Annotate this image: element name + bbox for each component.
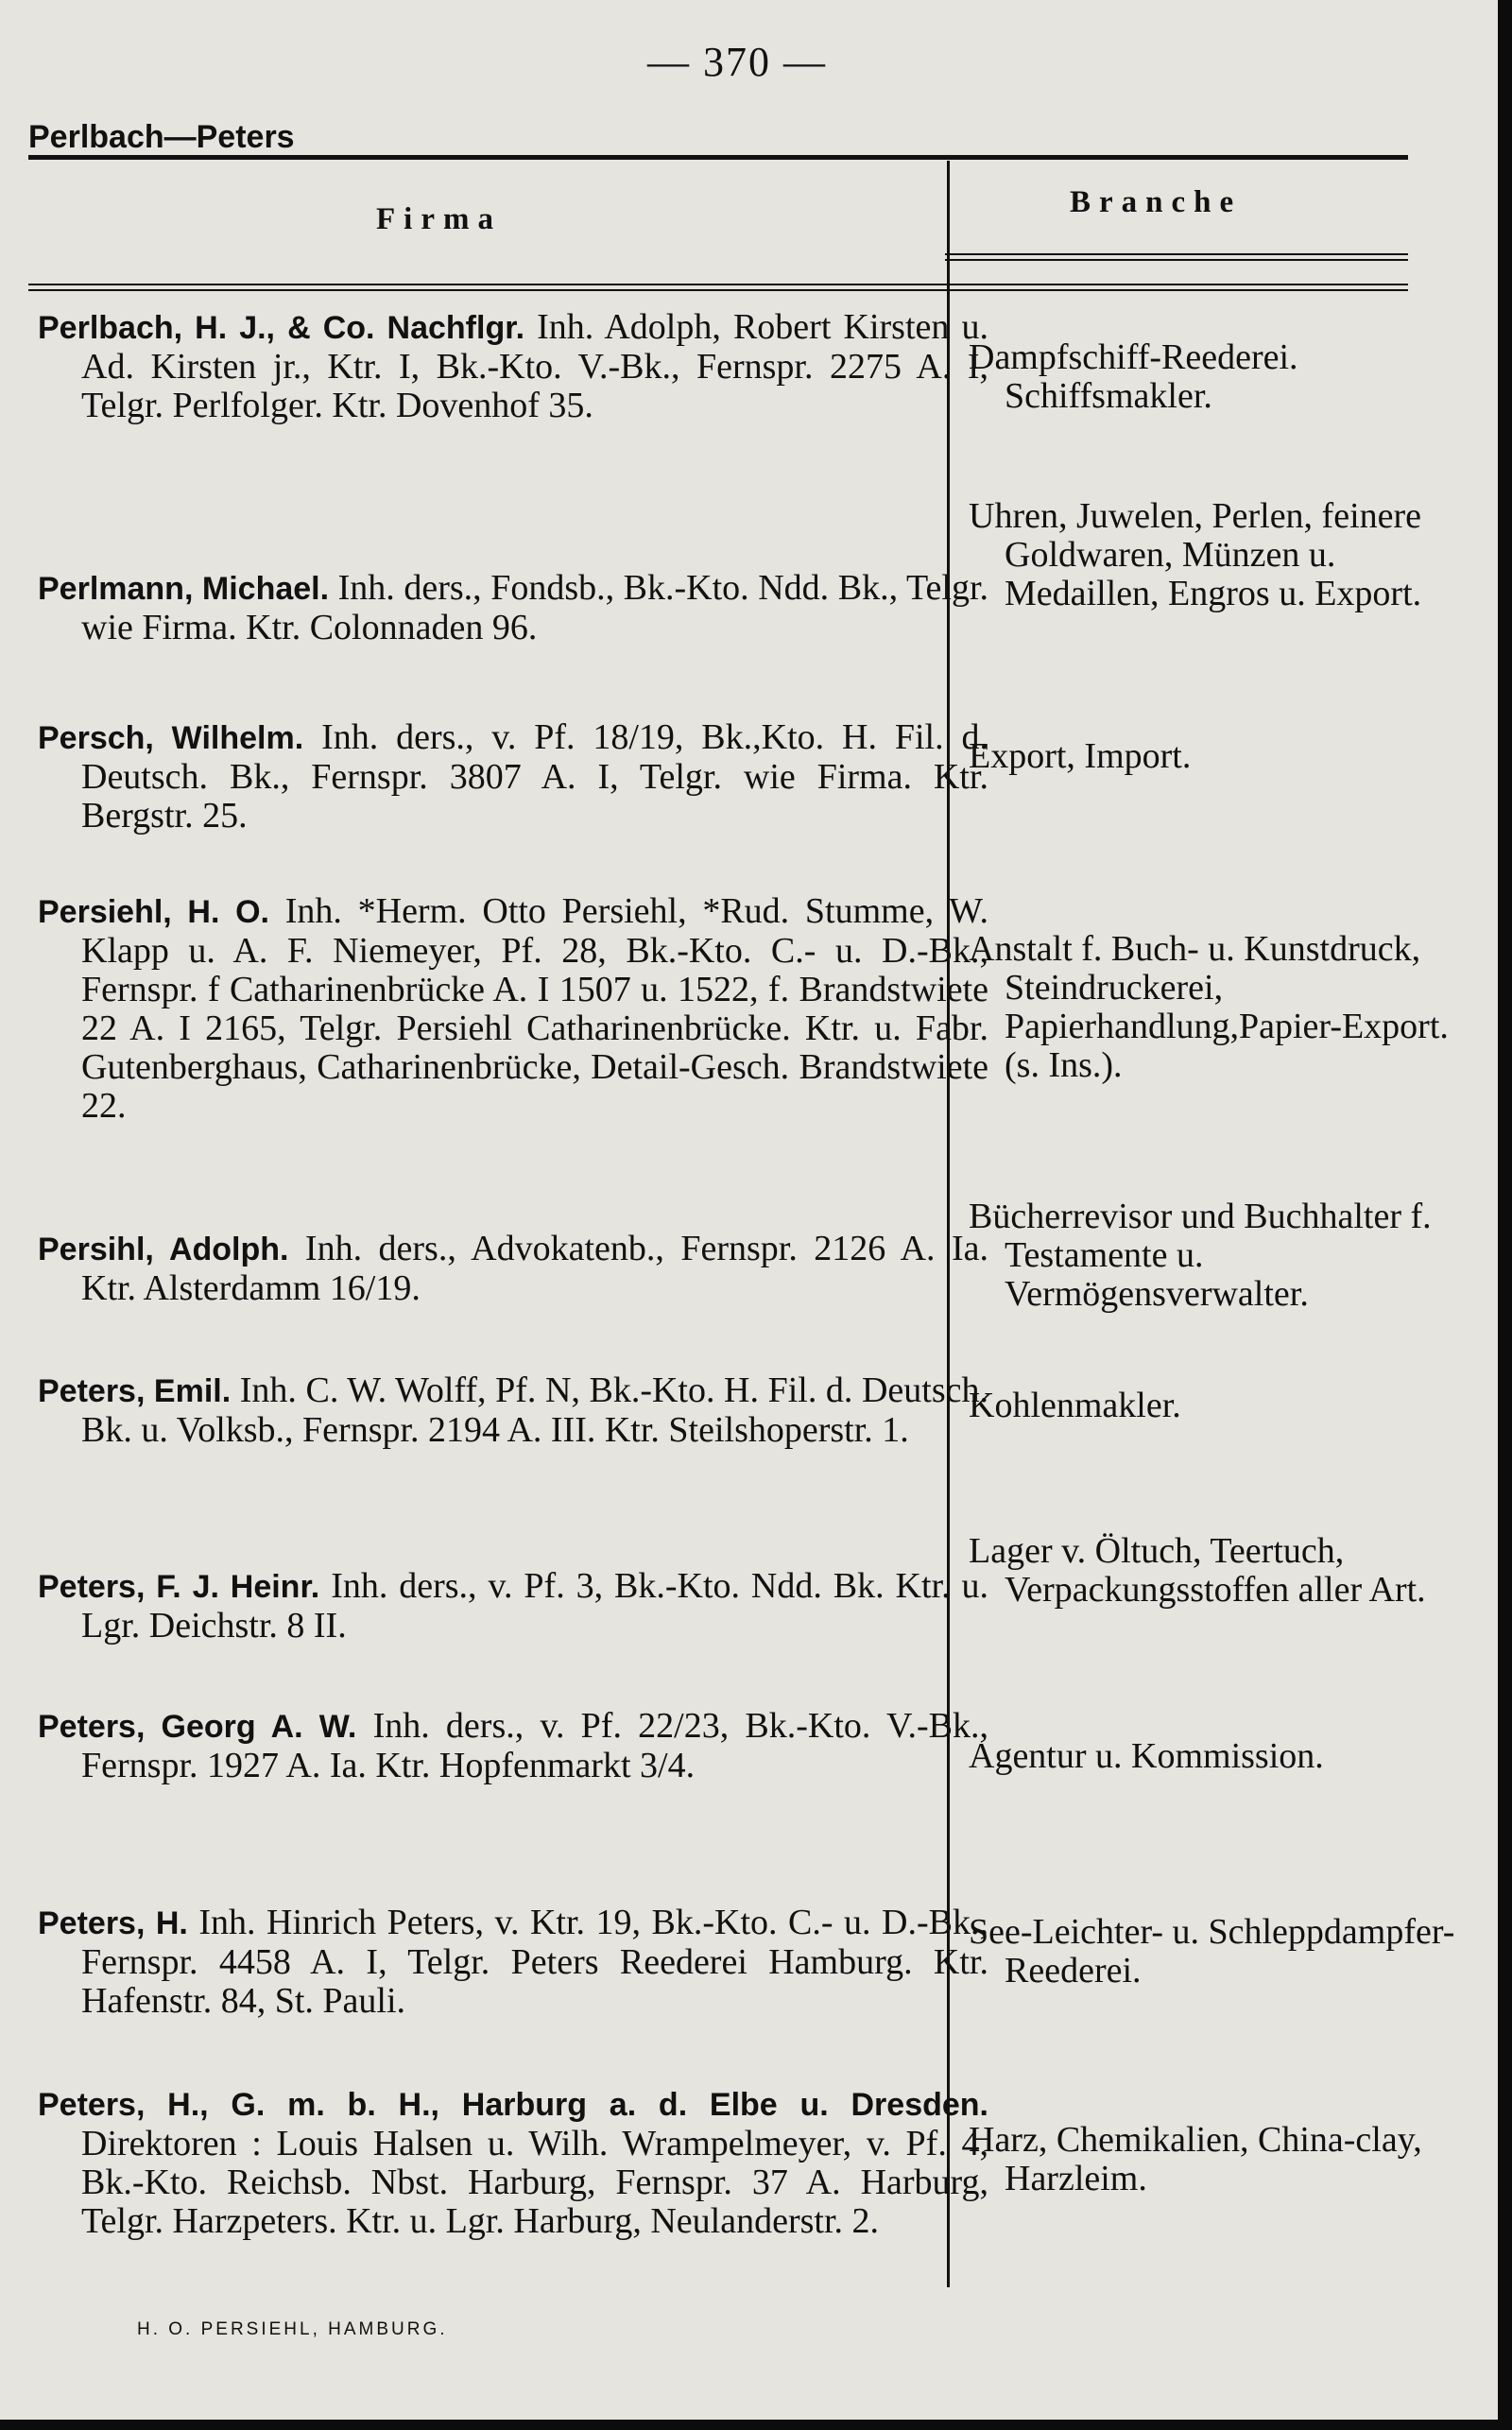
entry-branche: Uhren, Juwelen, Perlen, feinere Goldwaren, Münzen u. Medaillen, Engros u. Export. (969, 496, 1422, 613)
entry-persihl (0, 1199, 1498, 1371)
entry-peters-emil (0, 1371, 1498, 1537)
entry-name: Perlbach, H. J., & Co. Nachflgr. (38, 310, 525, 346)
table-rule-top (28, 284, 1408, 285)
entry-name: Peters, Emil. (38, 1373, 232, 1409)
entry-branche: Lager v. Öltuch, Teertuch, Verpackungsstoffen aller Art. (969, 1531, 1426, 1610)
column-header-firma: Firma (376, 202, 502, 236)
entry-name: Perlmann, Michael. (38, 571, 330, 607)
entry-branche: Bücherrevisor und Buchhalter f. Testamente u. Vermögensverwalter. (969, 1197, 1432, 1314)
entry-details: Direktoren : Louis Halsen u. Wilh. Wrampelmeyer, v. Pf. 4, Bk.-Kto. Reichsb. Nbst. Harburg, Fernspr. 37 A. Harburg, Telgr. Harzpeters. Ktr. u. Lgr. Harburg, Neulanderstr. 2. (81, 2124, 988, 2241)
page-number: — 370 — (647, 39, 827, 85)
header-rule-top (28, 155, 1408, 160)
entry-branche: See-Leichter- u. Schleppdampfer-Reederei. (969, 1912, 1455, 1991)
entry-branche: Agentur u. Kommission. (969, 1736, 1324, 1776)
entry-details: Inh. C. W. Wolff, Pf. N, Bk.-Kto. H. Fil. d. Deutsch. Bk. u. Volksb., Fernspr. 2194 A. III. Ktr. Steilshoperstr. 1. (81, 1370, 988, 1450)
entry-name: Persiehl, H. O. (38, 894, 269, 930)
running-head: Perlbach—Peters (28, 119, 295, 155)
entry-branche: Anstalt f. Buch- u. Kunstdruck, Steindruckerei, Papierhandlung,Papier-Export. (s. Ins.). (969, 929, 1449, 1085)
entry-branche: Harz, Chemikalien, China-clay, Harzleim. (969, 2120, 1422, 2198)
entry-details: Inh. *Herm. Otto Persiehl, *Rud. Stumme, W. Klapp u. A. F. Niemeyer, Pf. 28, Bk.-Kto. C.- u. D.-Bk., Fernspr. f Catharinenbrücke A. I 1507 u. 1522, f. Brandstwiete 22 A. I 2165, Telgr. Persiehl Catharinenbrücke. Ktr. u. Fabr. Gutenberghaus, Catharinenbrücke, Detail-Gesch. Brandstwiete 22. (81, 891, 988, 1126)
entry-persch (0, 717, 1498, 892)
entry-name: Persch, Wilhelm. (38, 720, 304, 756)
entry-details: Inh. ders., Fondsb., Bk.-Kto. Ndd. Bk., Telgr. wie Firma. Ktr. Colonnaden 96. (81, 568, 989, 647)
table-rule-top-double (28, 289, 1408, 291)
entry-details: Inh. Hinrich Peters, v. Ktr. 19, Bk.-Kto. C.- u. D.-Bk., Fernspr. 4458 A. I, Telgr. Peters Reederei Hamburg. Ktr. Hafenstr. 84, St. Pauli. (81, 1903, 988, 2021)
entry-name: Persihl, Adolph. (38, 1232, 289, 1267)
entry-name: Peters, H., G. m. b. H., Harburg a. d. Elbe u. Dresden. (38, 2087, 988, 2123)
entry-peters-h-gmbh (0, 2085, 1498, 2302)
entry-peters-h (0, 1896, 1498, 2085)
entry-details: Inh. ders., v. Pf. 22/23, Bk.-Kto. V.-Bk., Fernspr. 1927 A. Ia. Ktr. Hopfenmarkt 3/4. (81, 1706, 988, 1785)
entry-branche: Kohlenmakler. (969, 1386, 1181, 1425)
entry-details: Inh. ders., Advokatenb., Fernspr. 2126 A. Ia. Ktr. Alsterdamm 16/19. (81, 1229, 988, 1308)
entry-branche: Export, Import. (969, 736, 1192, 776)
entry-peters-f-j-heinr (0, 1531, 1498, 1707)
printer-imprint: H. O. PERSIEHL, HAMBURG. (137, 2319, 448, 2339)
entry-details: Inh. Adolph, Robert Kirsten u. Ad. Kirsten jr., Ktr. I, Bk.-Kto. V.-Bk., Fernspr. 2275 A. I, Telgr. Perlfolger. Ktr. Dovenhof 35. (81, 307, 988, 425)
entry-name: Peters, Georg A. W. (38, 1709, 357, 1745)
entry-details: Inh. ders., v. Pf. 18/19, Bk.,Kto. H. Fil. d. Deutsch. Bk., Fernspr. 3807 A. I, Telgr. wie Firma. Ktr. Bergstr. 25. (81, 717, 988, 836)
entry-branche: Dampfschiff-Reederei. Schiffsmakler. (969, 337, 1298, 416)
entry-name: Peters, H. (38, 1905, 188, 1941)
entry-persiehl (0, 892, 1498, 1199)
header-rule-bottom (945, 253, 1408, 255)
column-header-branche: Branche (1070, 185, 1243, 219)
entry-perlbach (0, 304, 1498, 503)
entry-name: Peters, F. J. Heinr. (38, 1569, 320, 1605)
entry-perlmann (0, 496, 1498, 720)
entry-peters-georg (0, 1707, 1498, 1896)
header-rule-bottom-double (945, 259, 1408, 261)
entry-list (0, 304, 1498, 2302)
entry-details: Inh. ders., v. Pf. 3, Bk.-Kto. Ndd. Bk. Ktr. u. Lgr. Deichstr. 8 II. (81, 1566, 989, 1646)
